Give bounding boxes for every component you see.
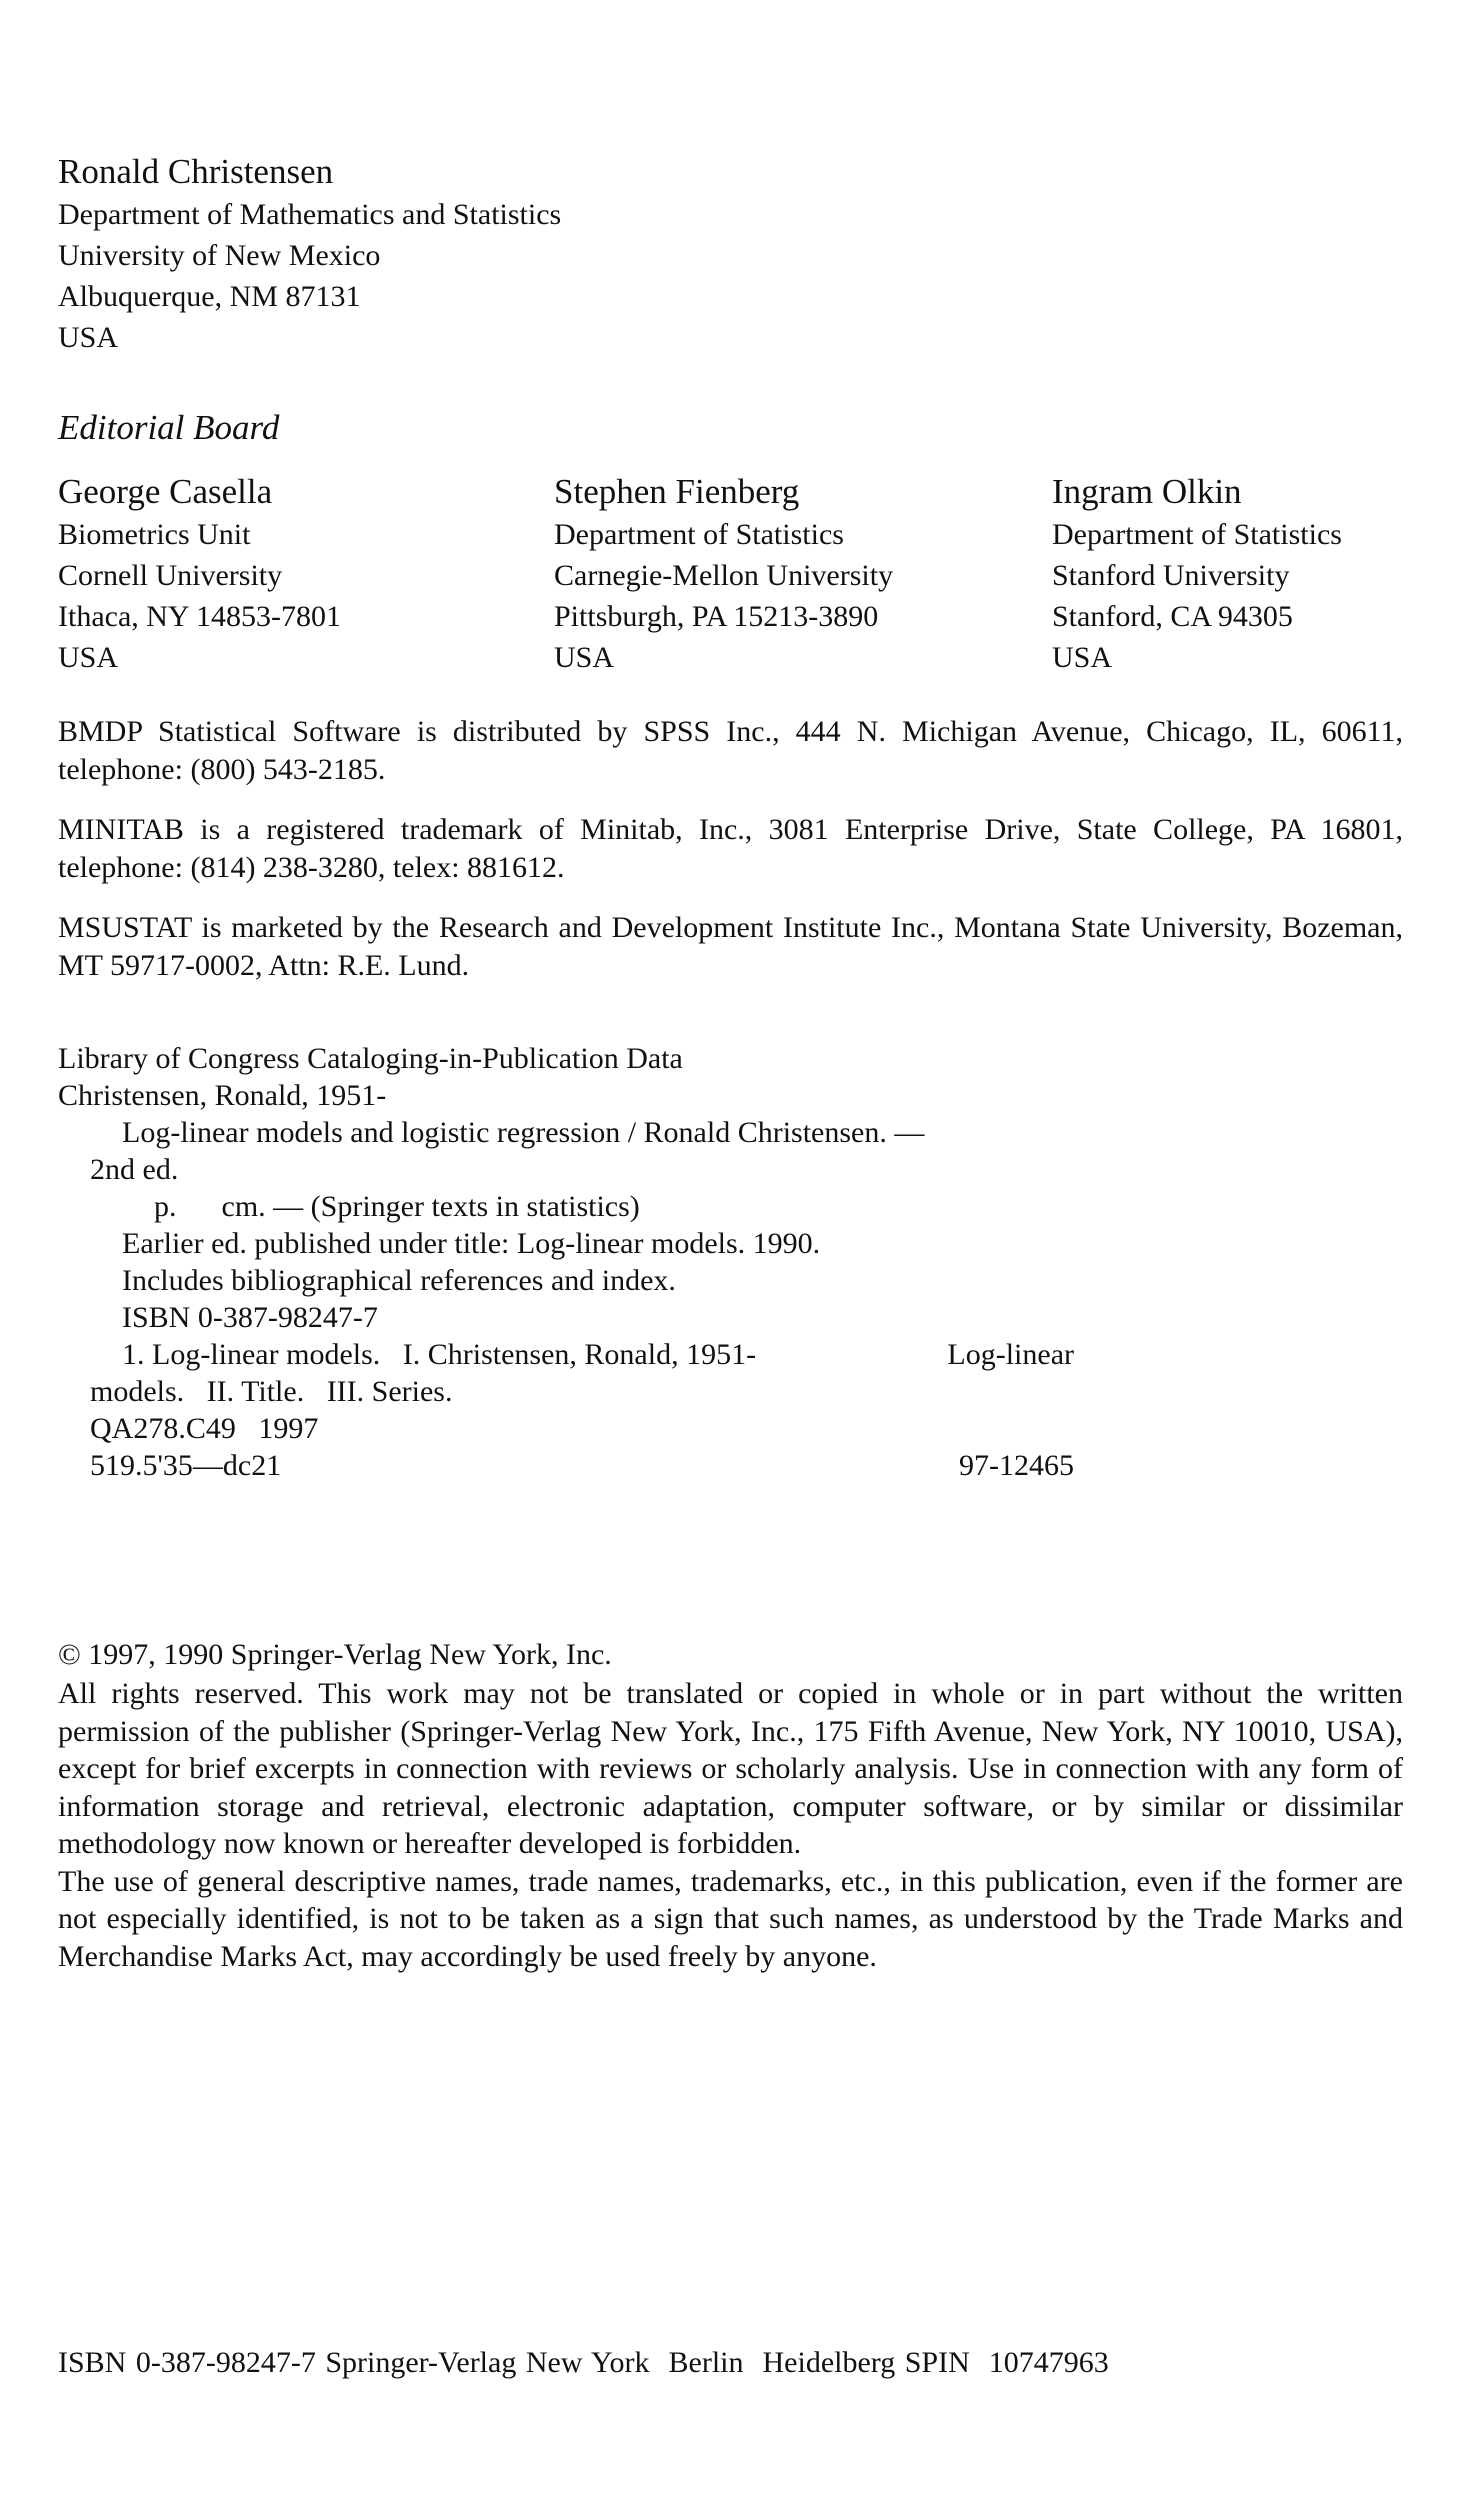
copyright-page	[58, 0, 1403, 2511]
editor-address-line: Cornell University	[58, 559, 283, 592]
editor-address-line: USA	[58, 641, 119, 674]
editorial-board	[58, 470, 1403, 690]
cip-title-cont: 2nd ed.	[90, 1153, 179, 1186]
copyright-block	[58, 1634, 1403, 1975]
cip-note: Includes bibliographical references and index.	[122, 1264, 676, 1297]
editor-address-line: Stanford University	[1052, 559, 1290, 592]
editor-address-line: Department of Statistics	[554, 518, 844, 551]
cip-dewey: 519.5'35—dc21	[90, 1449, 282, 1482]
author-name: Ronald Christensen	[58, 152, 334, 191]
editor-name: Ingram Olkin	[1052, 472, 1242, 511]
editor-address-line: Stanford, CA 94305	[1052, 600, 1293, 633]
cip-header: Library of Congress Cataloging-in-Publication Data	[58, 1042, 683, 1075]
editor-address-line: Carnegie-Mellon University	[554, 559, 894, 592]
cip-physical: p. cm. — (Springer texts in statistics)	[154, 1190, 640, 1223]
rights-paragraph: All rights reserved. This work may not be translated or copied in whole or in part without the written permission of the publisher (Springer-Verlag New York, Inc., 175 Fifth Avenue, New York, NY 10010, USA), except for brief excerpts in connection with reviews or scholarly analysis. Use in connection with any form of information storage and retrieval, electronic adaptation, computer software, or by similar or dissimilar methodology now known or hereafter developed is forbidden.	[58, 1677, 1403, 1860]
editor-casella	[58, 470, 341, 678]
editor-name: George Casella	[58, 472, 273, 511]
author-address	[58, 150, 561, 358]
editor-address-line: USA	[554, 641, 615, 674]
notice-bmdp: BMDP Statistical Software is distributed by SPSS Inc., 444 N. Michigan Avenue, Chicago, IL, 60611, telephone: (800) 543-2185.	[58, 715, 1403, 786]
cip-subjects-row	[58, 1336, 1074, 1373]
editor-fienberg	[554, 470, 893, 678]
cip-subjects-cont: models. II. Title. III. Series.	[90, 1375, 453, 1408]
trademarks-paragraph: The use of general descriptive names, trade names, trademarks, etc., in this publication, even if the former are not especially identified, is not to be taken as a sign that such names, as understood by the Trade Marks and Merchandise Marks Act, may accordingly be used freely by anyone.	[58, 1864, 1403, 1973]
footer-imprint	[58, 2342, 1109, 2383]
notice-msustat: MSUSTAT is marketed by the Research and Development Institute Inc., Montana State University, Bozeman, MT 59717-0002, Attn: R.E. Lund.	[58, 911, 1403, 982]
author-address-line: USA	[58, 321, 119, 354]
author-address-line: Albuquerque, NM 87131	[58, 280, 361, 313]
cip-lc-call-number: QA278.C49 1997	[90, 1412, 319, 1445]
cip-isbn: ISBN 0-387-98247-7	[122, 1301, 378, 1334]
editor-address-line: Department of Statistics	[1052, 518, 1342, 551]
software-notices	[58, 713, 1403, 1007]
cip-author-entry: Christensen, Ronald, 1951-	[58, 1079, 387, 1112]
cataloging-in-publication	[58, 1040, 1078, 1484]
cip-subjects: 1. Log-linear models. I. Christensen, Ronald, 1951-	[122, 1338, 757, 1371]
notice-minitab: MINITAB is a registered trademark of Minitab, Inc., 3081 Enterprise Drive, State College, PA 16801, telephone: (814) 238-3280, telex: 881612.	[58, 813, 1403, 884]
footer-spin: SPIN 10747963	[904, 2346, 1109, 2379]
editor-olkin	[1052, 470, 1342, 678]
cip-subjects-right: Log-linear	[947, 1338, 1074, 1371]
cip-note: Earlier ed. published under title: Log-linear models. 1990.	[122, 1227, 821, 1260]
editor-address-line: USA	[1052, 641, 1113, 674]
footer-cities: New York Berlin Heidelberg	[525, 2346, 896, 2379]
cip-classification-row	[58, 1447, 1074, 1484]
footer-isbn: ISBN 0-387-98247-7	[58, 2346, 316, 2379]
editorial-board-heading: Editorial Board	[58, 408, 280, 447]
copyright-line: © 1997, 1990 Springer-Verlag New York, Inc.	[58, 1638, 612, 1671]
footer-publisher: Springer-Verlag	[325, 2346, 517, 2379]
editor-address-line: Pittsburgh, PA 15213-3890	[554, 600, 879, 633]
editor-address-line: Biometrics Unit	[58, 518, 251, 551]
editor-address-line: Ithaca, NY 14853-7801	[58, 600, 341, 633]
author-address-line: Department of Mathematics and Statistics	[58, 198, 562, 231]
editor-name: Stephen Fienberg	[554, 472, 800, 511]
author-address-line: University of New Mexico	[58, 239, 381, 272]
cip-lccn: 97-12465	[959, 1449, 1074, 1482]
cip-title-line: Log-linear models and logistic regression / Ronald Christensen. —	[122, 1116, 925, 1149]
